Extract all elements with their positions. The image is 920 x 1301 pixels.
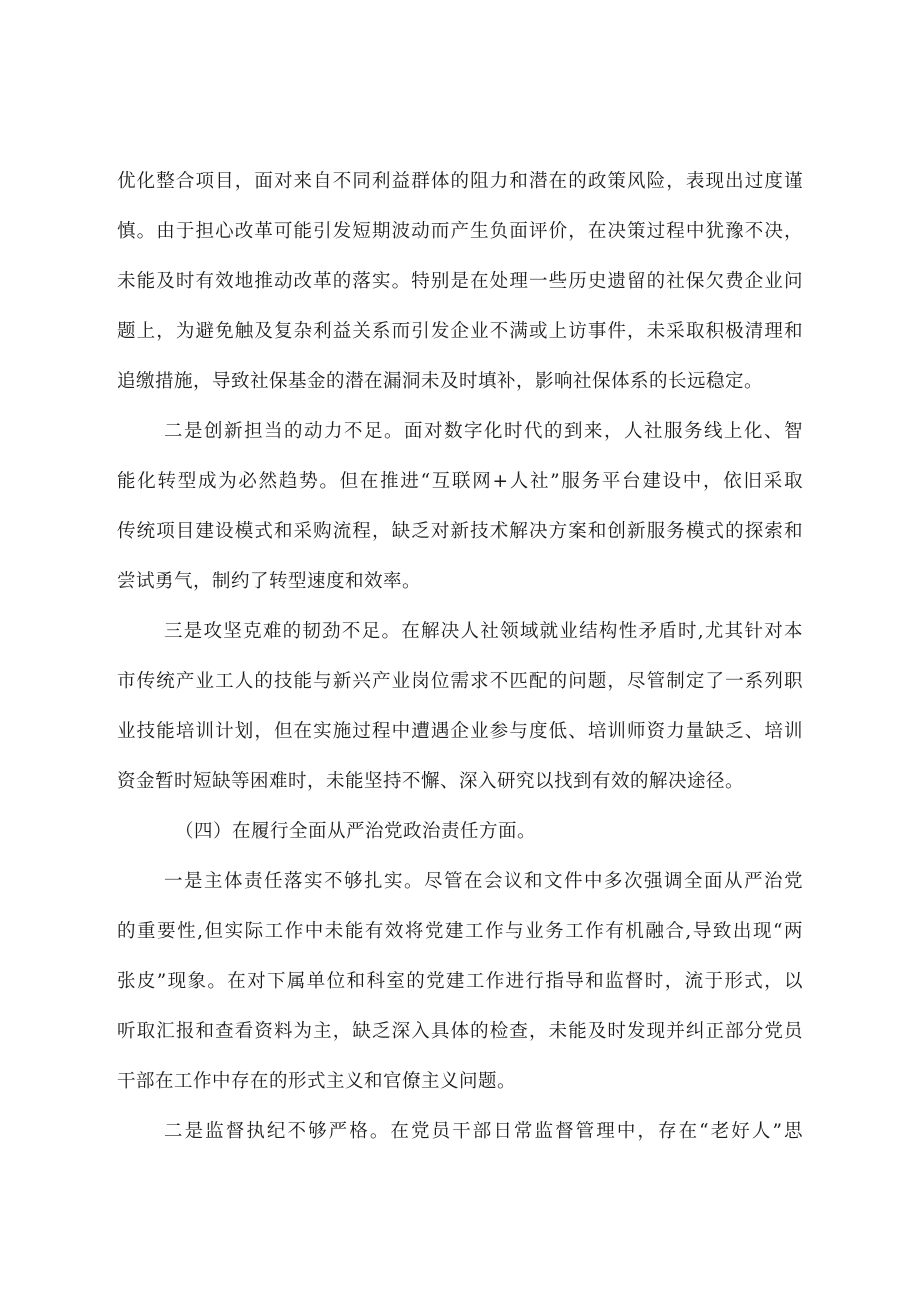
text-line: 张皮”现象。在对下属单位和科室的党建工作进行指导和监督时，流于形式，以 [117, 971, 803, 992]
text-line: 听取汇报和查看资料为主，缺乏深入具体的检查，未能及时发现并纠正部分党员 [117, 1021, 803, 1042]
text-line: 优化整合项目，面对来自不同利益群体的阻力和潜在的政策风险，表现出过度谨 [117, 171, 803, 192]
text-line: 未能及时有效地推动改革的落实。特别是在处理一些历史遗留的社保欠费企业问 [117, 271, 803, 292]
text-line: 慎。由于担心改革可能引发短期波动而产生负面评价，在决策过程中犹豫不决， [117, 221, 803, 242]
paragraph-first-line: 三是攻坚克难的韧劲不足。在解决人社领域就业结构性矛盾时,尤其针对本 [164, 621, 803, 642]
text-line: 能化转型成为必然趋势。但在推进“互联网+人社”服务平台建设中，依旧采取 [117, 471, 803, 492]
paragraph-first-line: 二是监督执纪不够严格。在党员干部日常监督管理中，存在“老好人”思 [164, 1121, 803, 1142]
text-line: 业技能培训计划，但在实施过程中遭遇企业参与度低、培训师资力量缺乏、培训 [117, 721, 803, 742]
paragraph-first-line: 二是创新担当的动力不足。面对数字化时代的到来，人社服务线上化、智 [164, 421, 803, 442]
text-line: 的重要性,但实际工作中未能有效将党建工作与业务工作有机融合,导致出现“两 [117, 921, 803, 942]
text-line: 市传统产业工人的技能与新兴产业岗位需求不匹配的问题，尽管制定了一系列职 [117, 671, 803, 692]
text-line: 题上，为避免触及复杂利益关系而引发企业不满或上访事件，未采取积极清理和 [117, 321, 803, 342]
text-line: 传统项目建设模式和采购流程，缺乏对新技术解决方案和创新服务模式的探索和 [117, 521, 803, 542]
paragraph-first-line: 一是主体责任落实不够扎实。尽管在会议和文件中多次强调全面从严治党 [164, 871, 803, 892]
text-line: 干部在工作中存在的形式主义和官僚主义问题。 [117, 1071, 517, 1092]
text-line: 追缴措施，导致社保基金的潜在漏洞未及时填补，影响社保体系的长远稳定。 [117, 371, 764, 392]
text-line: 资金暂时短缺等困难时，未能坚持不懈、深入研究以找到有效的解决途径。 [117, 771, 745, 792]
text-line: 尝试勇气，制约了转型速度和效率。 [117, 571, 422, 592]
section-heading: （四）在履行全面从严治党政治责任方面。 [175, 821, 537, 842]
